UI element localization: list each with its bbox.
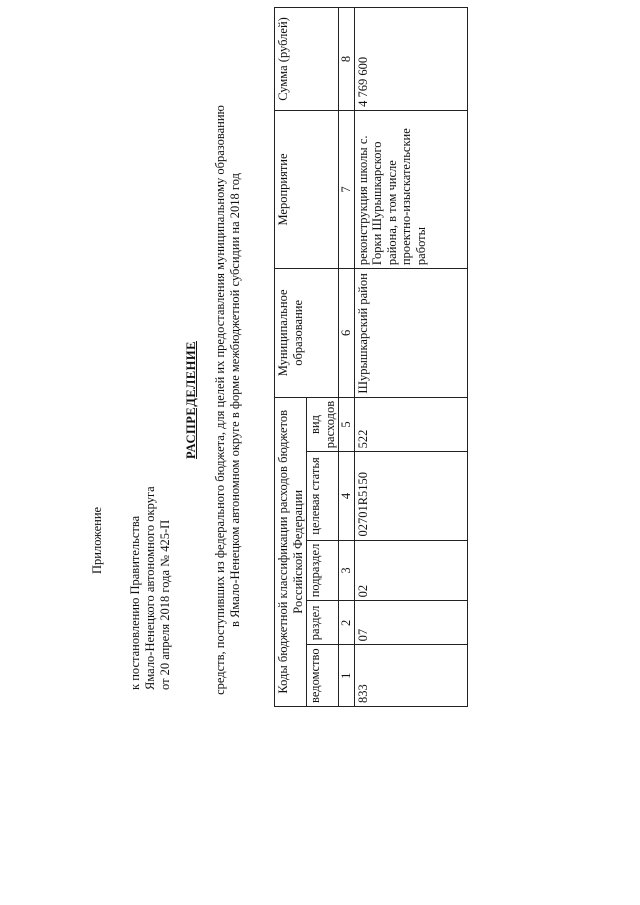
header-subsection: подраздел (307, 540, 339, 601)
appendix-line-1: к постановлению Правительства (128, 515, 142, 690)
cell-section: 07 (354, 601, 467, 645)
column-number: 5 (339, 397, 355, 452)
distribution-table (274, 7, 468, 707)
table-header-row-1 (275, 8, 307, 707)
document-subtitle-line-2: в Ямало-Ненецком автономном округе в форме межбюджетной субсидии на 2018 год (228, 173, 242, 627)
header-measure: Мероприятие (275, 110, 339, 268)
header-amount: Сумма (рублей) (275, 8, 339, 111)
budget-codes-group-header: Коды бюджетной классификации расходов бюджетов Российской Федерации (275, 397, 307, 706)
column-number: 6 (339, 269, 355, 398)
column-number: 8 (339, 8, 355, 111)
document-title-block (184, 0, 243, 800)
header-section: раздел (307, 601, 339, 645)
cell-subsection: 02 (354, 540, 467, 601)
column-number: 7 (339, 110, 355, 268)
cell-target-article: 02701R5150 (354, 452, 467, 540)
column-numbers-row (339, 8, 355, 707)
appendix-line-2: Ямало-Ненецкого автономного округа (143, 486, 157, 690)
cell-expense-type: 522 (354, 397, 467, 452)
document-subtitle-line-1: средств, поступивших из федерального бюджета, для целей их предоставления муниципальному образованию (213, 105, 227, 695)
document-title: РАСПРЕДЕЛЕНИЕ (184, 341, 198, 459)
appendix-line-3: от 20 апреля 2018 года № 425-П (158, 519, 172, 690)
cell-measure: реконструкция школы с. Горки Шурышкарского района, в том числе проектно-изыскательские работы (354, 110, 467, 268)
cell-amount: 4 769 600 (354, 8, 467, 111)
table-row (354, 8, 467, 707)
header-expense-type: вид расходов (307, 397, 339, 452)
column-number: 3 (339, 540, 355, 601)
column-number: 4 (339, 452, 355, 540)
cell-municipality: Шурышкарский район (354, 269, 467, 398)
header-target-article: целевая статья (307, 452, 339, 540)
column-number: 1 (339, 645, 355, 707)
cell-department: 833 (354, 645, 467, 707)
column-number: 2 (339, 601, 355, 645)
header-department: ведомство (307, 645, 339, 707)
header-municipality: Муниципальное образование (275, 269, 339, 398)
appendix-label: Приложение (90, 506, 104, 574)
